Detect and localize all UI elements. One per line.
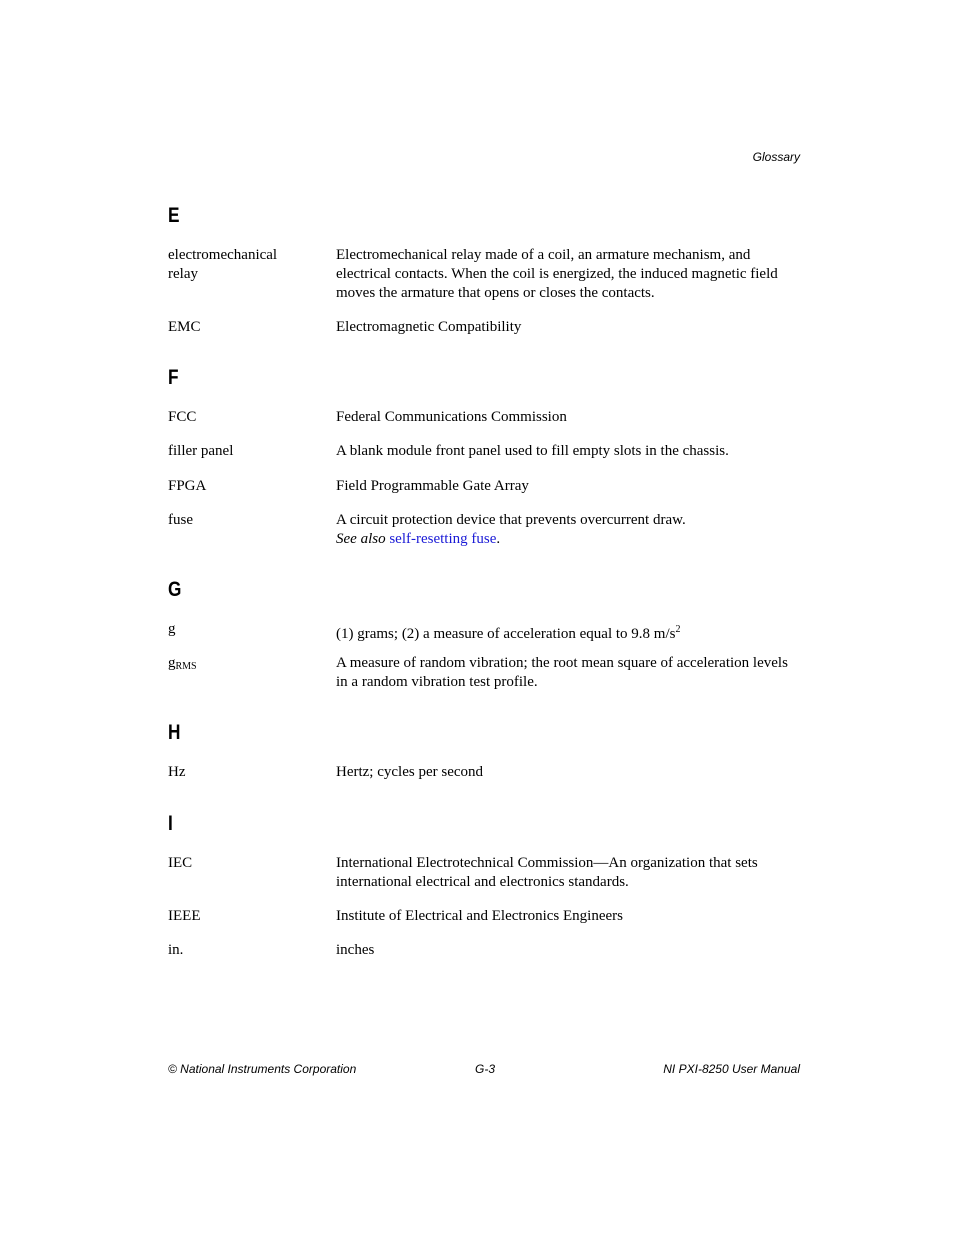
- term-line: relay: [168, 266, 198, 282]
- section-letter: G: [168, 578, 182, 601]
- section-e: [168, 204, 800, 335]
- glossary-definition: Hertz; cycles per second: [336, 764, 484, 780]
- glossary-term: FCC: [168, 409, 197, 425]
- section-letter: I: [168, 812, 173, 835]
- footer-right: NI PXI-8250 User Manual: [663, 1062, 800, 1076]
- see-also-period: .: [496, 531, 501, 547]
- glossary-definition: A measure of random vibration; the root mean square of acceleration levels in a random vibration test profile.: [336, 655, 788, 690]
- section-g: [168, 578, 800, 690]
- term-base: g: [168, 655, 176, 671]
- glossary-definition: inches: [336, 942, 375, 958]
- subscript: RMS: [175, 661, 197, 672]
- glossary-definition: Electromechanical relay made of a coil, an armature mechanism, and electrical contacts. When the coil is energized, the induced magnetic field moves the armature that opens or closes the contacts.: [336, 247, 778, 301]
- glossary-term: fuse: [168, 512, 193, 528]
- running-head: Glossary: [752, 150, 800, 164]
- section-letter: F: [168, 366, 179, 389]
- glossary-term: [168, 654, 308, 676]
- glossary-definition: Electromagnetic Compatibility: [336, 319, 522, 335]
- glossary-definition: [336, 620, 800, 644]
- glossary-definition: Federal Communications Commission: [336, 409, 567, 425]
- glossary-term: IEC: [168, 855, 193, 871]
- definition-text: A circuit protection device that prevents overcurrent draw.: [336, 512, 686, 528]
- glossary-definition: Field Programmable Gate Array: [336, 478, 529, 494]
- definition-text: (1) grams; (2) a measure of acceleration equal to 9.8 m/s: [336, 626, 676, 642]
- glossary-term: filler panel: [168, 443, 234, 459]
- glossary-term: in.: [168, 942, 184, 958]
- glossary-term: g: [168, 621, 176, 637]
- glossary-term: FPGA: [168, 478, 207, 494]
- glossary-definition: A blank module front panel used to fill empty slots in the chassis.: [336, 443, 729, 459]
- glossary-definition: Institute of Electrical and Electronics Engineers: [336, 908, 623, 924]
- section-f: [168, 366, 800, 547]
- section-i: [168, 812, 800, 958]
- see-also-link[interactable]: self-resetting fuse: [389, 531, 497, 547]
- glossary-term: Hz: [168, 764, 186, 780]
- section-letter: H: [168, 721, 181, 744]
- glossary-term: IEEE: [168, 908, 201, 924]
- glossary-definition: International Electrotechnical Commission—An organization that sets international electrical and electronics standards.: [336, 855, 758, 890]
- glossary-term: [168, 246, 308, 284]
- footer-page-number: G-3: [475, 1062, 496, 1076]
- glossary-term: EMC: [168, 319, 201, 335]
- glossary-definition: [336, 511, 800, 549]
- superscript: 2: [675, 624, 681, 635]
- section-letter: E: [168, 204, 180, 227]
- see-also-label: See also: [336, 531, 386, 547]
- section-h: [168, 721, 800, 780]
- footer-left: © National Instruments Corporation: [168, 1062, 357, 1076]
- term-line: electromechanical: [168, 247, 278, 263]
